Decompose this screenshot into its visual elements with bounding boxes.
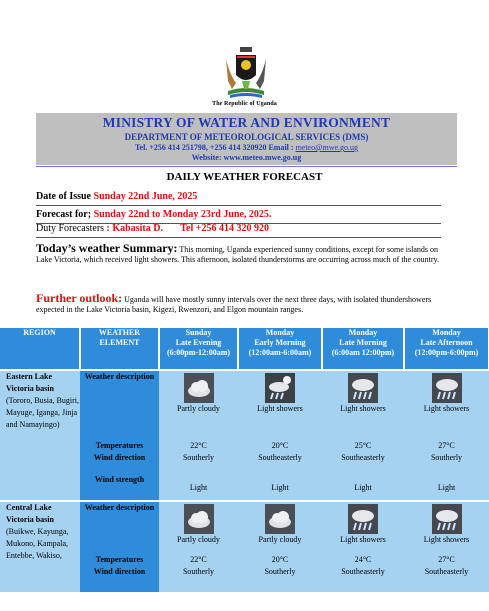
wind-strength-cell: Light: [159, 474, 238, 500]
partly-cloudy-icon: [265, 504, 295, 534]
weather-summary: [36, 243, 454, 265]
element-label: Wind direction: [80, 566, 159, 592]
region-name: Central Lake Victoria basin: [6, 503, 54, 524]
website-line[interactable]: Website: www.meteo.mwe.go.ug: [191, 153, 302, 162]
partly-cloudy-icon: [184, 504, 214, 534]
wind-direction-cell: Southeasterly: [322, 566, 404, 592]
issue-date-line: [36, 191, 441, 206]
temperature-cell: 25°C: [322, 440, 404, 452]
element-label: Temperatures: [80, 440, 159, 452]
header-period-4: Monday Late Afternoon (12:00pm-6:00pm): [404, 328, 489, 369]
showers-icon: [348, 373, 378, 403]
issue-label: Date of Issue: [36, 191, 91, 202]
header-period-1: Sunday Late Evening (6:00pm-12:00am): [159, 328, 238, 369]
wind-direction-cell: Southeasterly: [238, 452, 322, 474]
forecast-cell: Light showers: [322, 371, 404, 440]
forecast-cell: Light showers: [404, 502, 489, 554]
summary-text: This morning, Uganda experienced sunny conditions, except for some islands on Lake Victoria, which received light showers. This afternoon, isolated thunderstorms are occurring across much of the country.: [36, 245, 440, 264]
forecast-for-label: Forecast for;: [36, 209, 94, 220]
forecast-cell: Partly cloudy: [238, 502, 322, 554]
forecast-cell: Light showers: [238, 371, 322, 440]
element-label: Wind direction: [80, 452, 159, 474]
temperature-cell: 20°C: [238, 554, 322, 566]
table-header-row: [0, 328, 489, 369]
showers-icon: [432, 504, 462, 534]
element-label: Wind strength: [80, 474, 159, 500]
further-outlook: [36, 293, 456, 315]
republic-caption: The Republic of Uganda: [212, 101, 277, 107]
table-row: [0, 371, 489, 440]
forecast-cell: Light showers: [322, 502, 404, 554]
summary-heading: Today’s weather Summary:: [36, 241, 178, 255]
outlook-heading: Further outlook:: [36, 291, 123, 305]
forecast-cell: Partly cloudy: [159, 502, 238, 554]
temperature-cell: 24°C: [322, 554, 404, 566]
ministry-name: MINISTRY OF WATER AND ENVIRONMENT: [102, 115, 391, 130]
wind-direction-cell: Southerly: [238, 566, 322, 592]
temperature-cell: 22°C: [159, 440, 238, 452]
forecast-cell: Light showers: [404, 371, 489, 440]
page-title: DAILY WEATHER FORECAST: [166, 171, 323, 183]
element-label: Temperatures: [80, 554, 159, 566]
region-name: Eastern Lake Victoria basin: [6, 372, 54, 393]
region-areas: (Tororo, Busia, Bugiri, Mayuge, Iganga, Jinja and Namayingo): [6, 396, 79, 429]
region-areas: (Buikwe, Kayunga, Mukono, Kampala, Entebbe, Wakiso,: [6, 527, 69, 560]
header-period-3: Monday Late Morning (6:00am 12:00pm): [322, 328, 404, 369]
telephone-text: Tel. +256 414 251798, +256 414 320920 Email :: [134, 143, 296, 152]
wind-strength-cell: Light: [238, 474, 322, 500]
forecasters-label: Duty Forecasters: [36, 223, 105, 234]
element-label: Weather description: [80, 371, 159, 440]
contact-line: [36, 143, 457, 152]
forecasters-tel: Tel +256 414 320 920: [180, 223, 269, 234]
temperature-cell: 27°C: [404, 440, 489, 452]
showers-icon: [432, 373, 462, 403]
showers-icon: [348, 504, 378, 534]
issue-value: Sunday 22nd June, 2025: [93, 191, 198, 202]
table-row: [0, 502, 489, 554]
region-cell: [0, 371, 80, 500]
forecasters-line: [36, 223, 441, 238]
wind-direction-cell: Southerly: [159, 566, 238, 592]
header-region: REGION: [0, 328, 80, 369]
temperature-cell: 22°C: [159, 554, 238, 566]
temperature-cell: 27°C: [404, 554, 489, 566]
department-name: DEPARTMENT OF METEOROLOGICAL SERVICES (DMS): [124, 132, 369, 142]
wind-direction-cell: Southerly: [404, 452, 489, 474]
wind-direction-cell: Southerly: [159, 452, 238, 474]
partly-cloudy-icon: [184, 373, 214, 403]
forecasters-names: : Kabasita D.: [106, 223, 163, 234]
forecast-table: [0, 328, 489, 592]
element-label: Weather description: [80, 502, 159, 554]
wind-strength-cell: Light: [404, 474, 489, 500]
banner-divider: [36, 166, 457, 167]
night-showers-icon: [265, 373, 295, 403]
wind-direction-cell: Southeasterly: [322, 452, 404, 474]
wind-strength-cell: Light: [322, 474, 404, 500]
coat-of-arms-icon: [222, 45, 270, 101]
wind-direction-cell: Southeasterly: [404, 566, 489, 592]
forecast-cell: Partly cloudy: [159, 371, 238, 440]
ministry-banner: [36, 113, 457, 165]
outlook-text: Uganda will have mostly sunny intervals over the next three days, with isolated thundershowers expected in the Lake Victoria basin, Kigezi, Rwenzori, and Elgon mountain ranges.: [36, 295, 432, 314]
email-link[interactable]: meteo@mwe.go.ug: [295, 143, 359, 152]
forecast-for-value: Sunday 22nd to Monday 23rd June, 2025.: [93, 209, 272, 220]
header-weather-element: WEATHER ELEMENT: [80, 328, 159, 369]
temperature-cell: 20°C: [238, 440, 322, 452]
region-cell: [0, 502, 80, 592]
header-period-2: Monday Early Morning (12:00am-6:00am): [238, 328, 322, 369]
forecast-period-line: [36, 209, 441, 224]
